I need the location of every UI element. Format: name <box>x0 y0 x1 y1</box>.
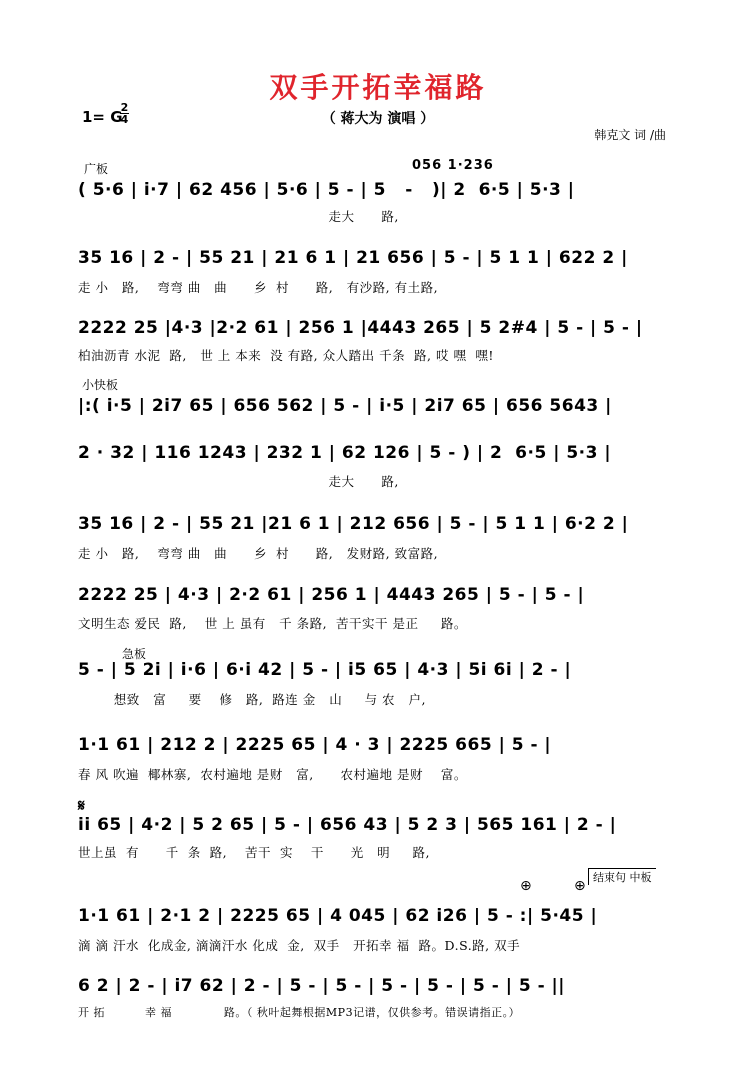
notation-row-1: ( 5·6 | i·7 | 62 456 | 5·6 | 5 - | 5 - )| 2 6·5 | 5·3 | <box>78 180 575 200</box>
notation-row-6: 35 16 | 2 - | 55 21 |21 6 1 | 212 656 | 5 - | 5 1 1 | 6·2 2 | <box>78 514 629 534</box>
lyrics-row-8: 想致 富 要 修 路, 路连 金 山 与 农 户, <box>78 692 426 707</box>
pickup-notes: 056 1·236 <box>412 158 494 173</box>
lyrics-row-11: 滴 滴 汗水 化成金, 滴滴汗水 化成 金, 双手 开拓幸 福 路。D.S.路, 双手 <box>78 938 521 953</box>
song-title: 双手开拓幸福路 <box>269 71 487 104</box>
composer-credit: 韩克文 词 /曲 <box>594 128 666 142</box>
notation-row-4: |:( i·5 | 2i7 65 | 656 562 | 5 - | i·5 | 2i7 65 | 656 5643 | <box>78 396 612 416</box>
time-signature <box>120 102 129 125</box>
tempo-marking-3: 急板 <box>122 647 147 661</box>
segno-icon: 𝄋 <box>78 796 85 815</box>
lyrics-row-3: 柏油沥青 水泥 路, 世 上 本来 没 有路, 众人踏出 千条 路, 哎 嘿 嘿! <box>78 348 494 363</box>
notation-row-3: 2222 25 |4·3 |2·2 61 | 256 1 |4443 265 | 5 2#4 | 5 - | 5 - | <box>78 318 643 338</box>
lyrics-row-5: 走大 路, <box>78 474 399 489</box>
coda-icon: ⊕ <box>520 878 532 894</box>
notation-row-11: 1·1 61 | 2·1 2 | 2225 65 | 4 045 | 62 i26 | 5 - :| 5·45 | <box>78 906 598 926</box>
lyrics-row-7: 文明生态 爱民 路, 世 上 虽有 千 条路, 苦干实干 是正 路。 <box>78 616 467 631</box>
lyrics-row-6: 走 小 路, 弯弯 曲 曲 乡 村 路, 发财路, 致富路, <box>78 546 439 561</box>
lyrics-row-9: 春 风 吹遍 椰林寨, 农村遍地 是财 富, 农村遍地 是财 富。 <box>78 767 467 782</box>
tempo-marking-2: 小快板 <box>82 378 119 392</box>
lyrics-row-12: 开 拓 幸 福 路。（ 秋叶起舞根据MP3记谱，仅供参考。错误请指正。） <box>78 1006 521 1019</box>
key-signature: 1= G <box>82 108 123 126</box>
notation-row-8: 5 - | 5 2i | i·6 | 6·i 42 | 5 - | i5 65 | 4·3 | 5i 6i | 2 - | <box>78 660 572 680</box>
notation-row-5: 2 · 32 | 116 1243 | 232 1 | 62 126 | 5 - ) | 2 6·5 | 5·3 | <box>78 443 612 463</box>
lyrics-row-1: 走大 路, <box>78 209 399 224</box>
notation-row-9: 1·1 61 | 212 2 | 2225 65 | 4 · 3 | 2225 665 | 5 - | <box>78 735 552 755</box>
coda-icon: ⊕ <box>574 878 586 894</box>
tempo-marking-1: 广板 <box>84 162 109 176</box>
lyrics-row-2: 走 小 路, 弯弯 曲 曲 乡 村 路, 有沙路, 有土路, <box>78 280 439 295</box>
notation-row-2: 35 16 | 2 - | 55 21 | 21 6 1 | 21 656 | 5 - | 5 1 1 | 622 2 | <box>78 248 628 268</box>
notation-row-10: ii 65 | 4·2 | 5 2 65 | 5 - | 656 43 | 5 2 3 | 565 161 | 2 - | <box>78 815 617 835</box>
time-numerator: 2 <box>120 101 129 114</box>
notation-row-7: 2222 25 | 4·3 | 2·2 61 | 256 1 | 4443 265 | 5 - | 5 - | <box>78 585 585 605</box>
notation-row-12: 6 2 | 2 - | i7 62 | 2 - | 5 - | 5 - | 5 - | 5 - | 5 - | 5 - || <box>78 976 565 996</box>
time-denominator: 4 <box>120 113 129 126</box>
ending-tempo-marking: 结束句 中板 <box>588 868 656 885</box>
lyrics-row-10: 世上虽 有 千 条 路, 苦干 实 干 光 明 路, <box>78 845 430 860</box>
singer-credit: （ 蒋大为 演唱 ） <box>321 111 435 127</box>
